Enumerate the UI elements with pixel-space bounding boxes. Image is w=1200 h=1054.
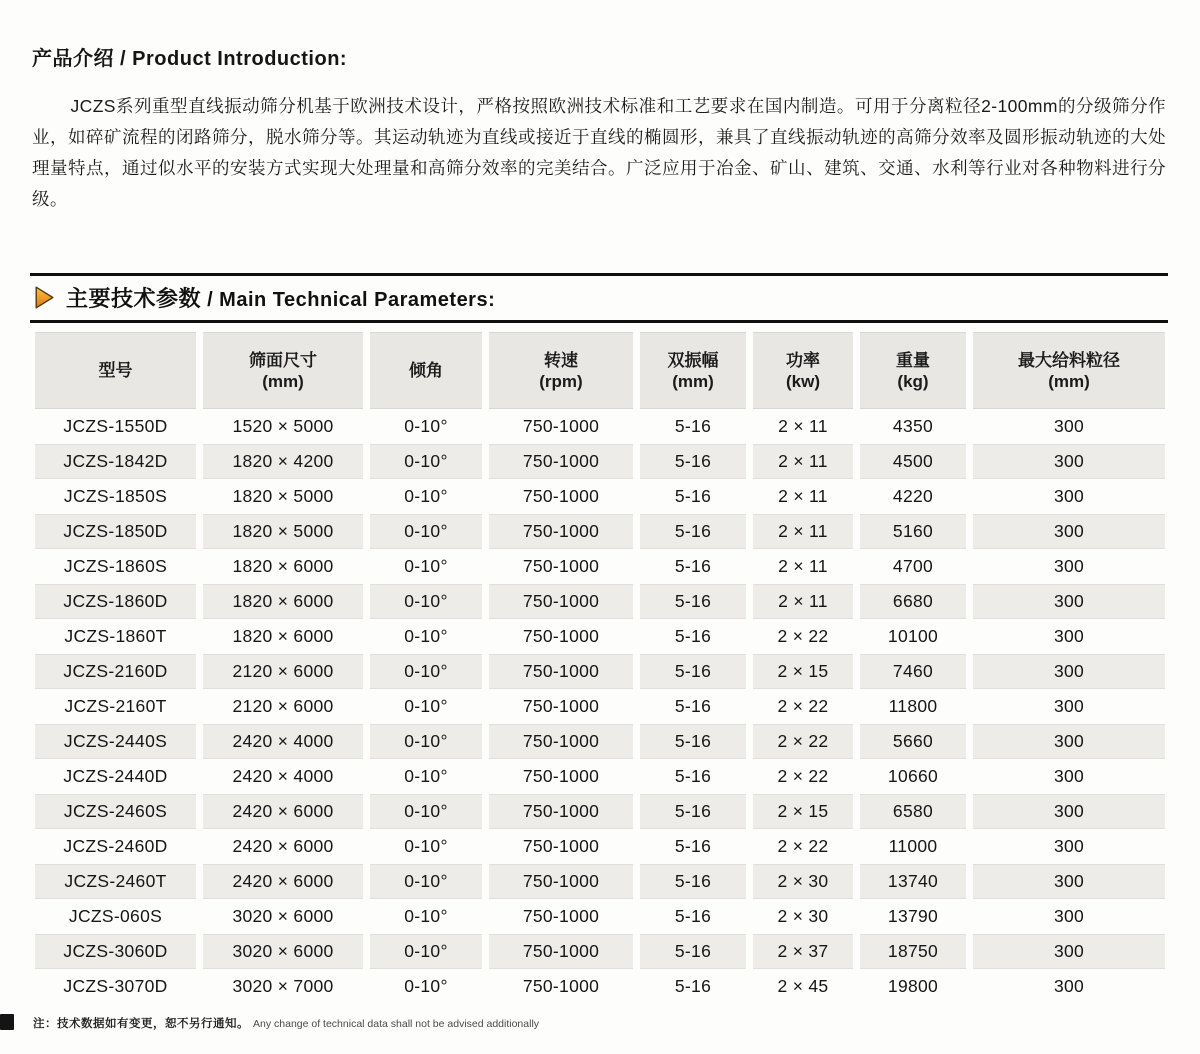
cell: 0-10° [404, 626, 448, 646]
cell: JCZS-2160D [35, 654, 196, 689]
cell: 5-16 [674, 626, 712, 646]
cell: 0-10° [370, 654, 482, 689]
cell: 11000 [888, 836, 938, 856]
cell: 0-10° [404, 696, 448, 716]
cell: 2 × 45 [777, 976, 829, 996]
table-row [35, 654, 1166, 689]
header-cell-5: 双振幅 (mm) [640, 332, 746, 409]
cell: 10100 [887, 626, 939, 646]
cell: 300 [1053, 696, 1085, 716]
cell: 300 [1053, 766, 1085, 786]
cell: JCZS-3060D [35, 934, 196, 969]
cell: 2 × 11 [753, 514, 853, 549]
cell: 13740 [860, 864, 966, 899]
cell: 1820 × 4200 [203, 444, 363, 479]
cell: JCZS-1550D [63, 416, 168, 436]
cell: 4220 [892, 486, 934, 506]
cell: 0-10° [404, 976, 448, 996]
cell: 750-1000 [489, 444, 633, 479]
cell: JCZS-1850S [63, 486, 168, 506]
cell: JCZS-1860S [63, 556, 168, 576]
cell: 300 [973, 514, 1165, 549]
table-row [35, 479, 1166, 514]
table-row [35, 514, 1166, 549]
cell: 750-1000 [489, 864, 633, 899]
cell: 0-10° [370, 864, 482, 899]
table-row [35, 759, 1166, 794]
cell: 5-16 [674, 906, 712, 926]
cell: 2120 × 6000 [232, 696, 334, 716]
cell: 2 × 11 [778, 416, 828, 436]
table-row [35, 864, 1166, 899]
table-row [35, 549, 1166, 584]
cell: 11800 [888, 696, 938, 716]
cell: 5-16 [674, 836, 712, 856]
cell: 0-10° [370, 724, 482, 759]
cell: 0-10° [404, 766, 448, 786]
cell: 750-1000 [522, 906, 600, 926]
header-cell-2: 筛面尺寸 (mm) [203, 332, 363, 409]
cell: JCZS-1850D [35, 514, 196, 549]
cell: 300 [1053, 836, 1085, 856]
cell: JCZS-3070D [63, 976, 168, 996]
cell: 300 [973, 794, 1165, 829]
cell: 300 [973, 724, 1165, 759]
intro-title [32, 42, 1168, 71]
cell: 2 × 37 [753, 934, 853, 969]
cell: 5-16 [640, 444, 746, 479]
cell: 2 × 30 [777, 906, 829, 926]
cell: 5-16 [674, 416, 712, 436]
cell: 4700 [892, 556, 934, 576]
cell: 2 × 22 [753, 724, 853, 759]
cell: 4350 [892, 416, 934, 436]
cell: 5-16 [674, 696, 712, 716]
cell: JCZS-2460T [35, 864, 196, 899]
cell: 2 × 11 [753, 584, 853, 619]
right-triangle-icon [34, 285, 55, 310]
table-row [35, 829, 1166, 864]
cell: 5-16 [674, 766, 712, 786]
params-section-title [66, 282, 495, 313]
cell: 750-1000 [489, 724, 633, 759]
cell: 2 × 11 [778, 556, 828, 576]
cell: 0-10° [404, 906, 448, 926]
cell: 750-1000 [489, 934, 633, 969]
cell: 750-1000 [522, 766, 600, 786]
cell: 5-16 [674, 556, 712, 576]
cell: 5660 [860, 724, 966, 759]
cell: 5-16 [640, 794, 746, 829]
cell: JCZS-2440D [63, 766, 168, 786]
cell: 2 × 30 [753, 864, 853, 899]
table-row [35, 409, 1166, 444]
cell: 1520 × 5000 [232, 416, 334, 436]
cell: 2420 × 6000 [203, 794, 363, 829]
cell: 0-10° [404, 416, 448, 436]
cell: 18750 [860, 934, 966, 969]
cell: 2420 × 6000 [232, 836, 334, 856]
cell: JCZS-1860T [64, 626, 167, 646]
cell: 1820 × 5000 [232, 486, 334, 506]
spec-table [35, 332, 1166, 1004]
cell: 750-1000 [489, 514, 633, 549]
header-cell-4: 转速 (rpm) [489, 332, 633, 409]
cell: JCZS-060S [68, 906, 163, 926]
cell: 5-16 [640, 514, 746, 549]
cell: 7460 [860, 654, 966, 689]
cell: 6680 [860, 584, 966, 619]
cell: 5160 [860, 514, 966, 549]
cell: 300 [1053, 626, 1085, 646]
cell: 2 × 11 [778, 486, 828, 506]
cell: 300 [1053, 486, 1085, 506]
header-cell-8: 最大给料粒径 (mm) [973, 332, 1165, 409]
cell: 2420 × 6000 [203, 864, 363, 899]
header-cell-3: 倾角 [370, 332, 482, 409]
cell: 2 × 11 [753, 444, 853, 479]
cell: 4500 [860, 444, 966, 479]
cell: 300 [973, 934, 1165, 969]
intro-paragraph: JCZS系列重型直线振动筛分机基于欧洲技术设计，严格按照欧洲技术标准和工艺要求在国内制造。可用于分离粒径2-100mm的分级筛分作业，如碎矿流程的闭路筛分，脱水筛分等。其运动轨迹为直线或接近于直线的椭圆形，兼具了直线振动轨迹的高筛分效率及圆形振动轨迹的大处理量特点，通过似水平的安装方式实现大处理量和高筛分效率的完美结合。广泛应用于冶金、矿山、建筑、交通、水利等行业对各种物料进行分级。 [32, 96, 1166, 209]
intro-title-en: / Product Introduction: [114, 48, 348, 70]
cell: 5-16 [640, 654, 746, 689]
cell: 2 × 15 [753, 654, 853, 689]
footnote [33, 1015, 1168, 1031]
cell: 750-1000 [522, 486, 600, 506]
cell: 2420 × 4000 [203, 724, 363, 759]
cell: 5-16 [640, 864, 746, 899]
cell: 750-1000 [522, 696, 600, 716]
cell: 13790 [887, 906, 939, 926]
cell: JCZS-1860D [35, 584, 196, 619]
section-rule-bottom [30, 320, 1168, 323]
cell: 5-16 [674, 976, 712, 996]
cell: JCZS-2460S [35, 794, 196, 829]
table-row [35, 689, 1166, 724]
cell: 0-10° [370, 514, 482, 549]
header-cell-7: 重量 (kg) [860, 332, 966, 409]
cell: 300 [1053, 906, 1085, 926]
footnote-zh: 注：技术数据如有变更，恕不另行通知。 [33, 1018, 249, 1030]
cell: 0-10° [370, 794, 482, 829]
cell: 3020 × 7000 [232, 976, 334, 996]
cell: 2420 × 4000 [232, 766, 334, 786]
header-cell-6: 功率 (kw) [753, 332, 853, 409]
header-cell-1: 型号 [35, 332, 196, 409]
table-row [35, 899, 1166, 934]
cell: 1820 × 6000 [232, 556, 334, 576]
cell: 2 × 22 [777, 836, 829, 856]
cell: 300 [973, 584, 1165, 619]
table-body [35, 409, 1166, 1004]
cell: 2 × 22 [777, 766, 829, 786]
cell: 1820 × 5000 [203, 514, 363, 549]
cell: 6580 [860, 794, 966, 829]
table-header-row [35, 332, 1166, 409]
cell: 0-10° [404, 486, 448, 506]
table-row [35, 619, 1166, 654]
cell: 2120 × 6000 [203, 654, 363, 689]
cell: JCZS-2160T [64, 696, 167, 716]
params-section-heading [30, 276, 1168, 320]
cell: 3020 × 6000 [203, 934, 363, 969]
cell: 300 [973, 864, 1165, 899]
footnote-en: Any change of technical data shall not be advised additionally [253, 1018, 540, 1030]
cell: 5-16 [640, 584, 746, 619]
cell: 10660 [887, 766, 939, 786]
cell: JCZS-2460D [63, 836, 168, 856]
cell: 750-1000 [522, 556, 600, 576]
cell: 5-16 [674, 486, 712, 506]
table-row [35, 724, 1166, 759]
table-row [35, 934, 1166, 969]
cell: 0-10° [404, 836, 448, 856]
cell: 300 [973, 654, 1165, 689]
scan-artifact [0, 1014, 14, 1030]
cell: 0-10° [370, 584, 482, 619]
cell: 1820 × 6000 [203, 584, 363, 619]
cell: 0-10° [370, 444, 482, 479]
cell: 300 [1053, 416, 1085, 436]
cell: 5-16 [640, 934, 746, 969]
cell: 300 [1053, 976, 1085, 996]
table-row [35, 584, 1166, 619]
intro-title-zh: 产品介绍 [32, 48, 114, 70]
table-row [35, 444, 1166, 479]
cell: 750-1000 [522, 626, 600, 646]
cell: 5-16 [640, 724, 746, 759]
cell: 2 × 22 [777, 696, 829, 716]
cell: 19800 [887, 976, 939, 996]
cell: 750-1000 [489, 584, 633, 619]
table-row [35, 794, 1166, 829]
cell: 3020 × 6000 [232, 906, 334, 926]
cell: 1820 × 6000 [232, 626, 334, 646]
cell: JCZS-1842D [35, 444, 196, 479]
table-row [35, 969, 1166, 1004]
params-title-zh: 主要技术参数 [66, 286, 202, 311]
cell: 750-1000 [489, 794, 633, 829]
cell: 750-1000 [489, 654, 633, 689]
cell: 2 × 15 [753, 794, 853, 829]
cell: 300 [973, 444, 1165, 479]
cell: 750-1000 [522, 976, 600, 996]
params-title-en: / Main Technical Parameters: [201, 289, 496, 311]
cell: 2 × 22 [777, 626, 829, 646]
cell: JCZS-2440S [35, 724, 196, 759]
cell: 300 [1053, 556, 1085, 576]
cell: 750-1000 [522, 416, 600, 436]
cell: 0-10° [370, 934, 482, 969]
cell: 750-1000 [522, 836, 600, 856]
cell: 0-10° [404, 556, 448, 576]
